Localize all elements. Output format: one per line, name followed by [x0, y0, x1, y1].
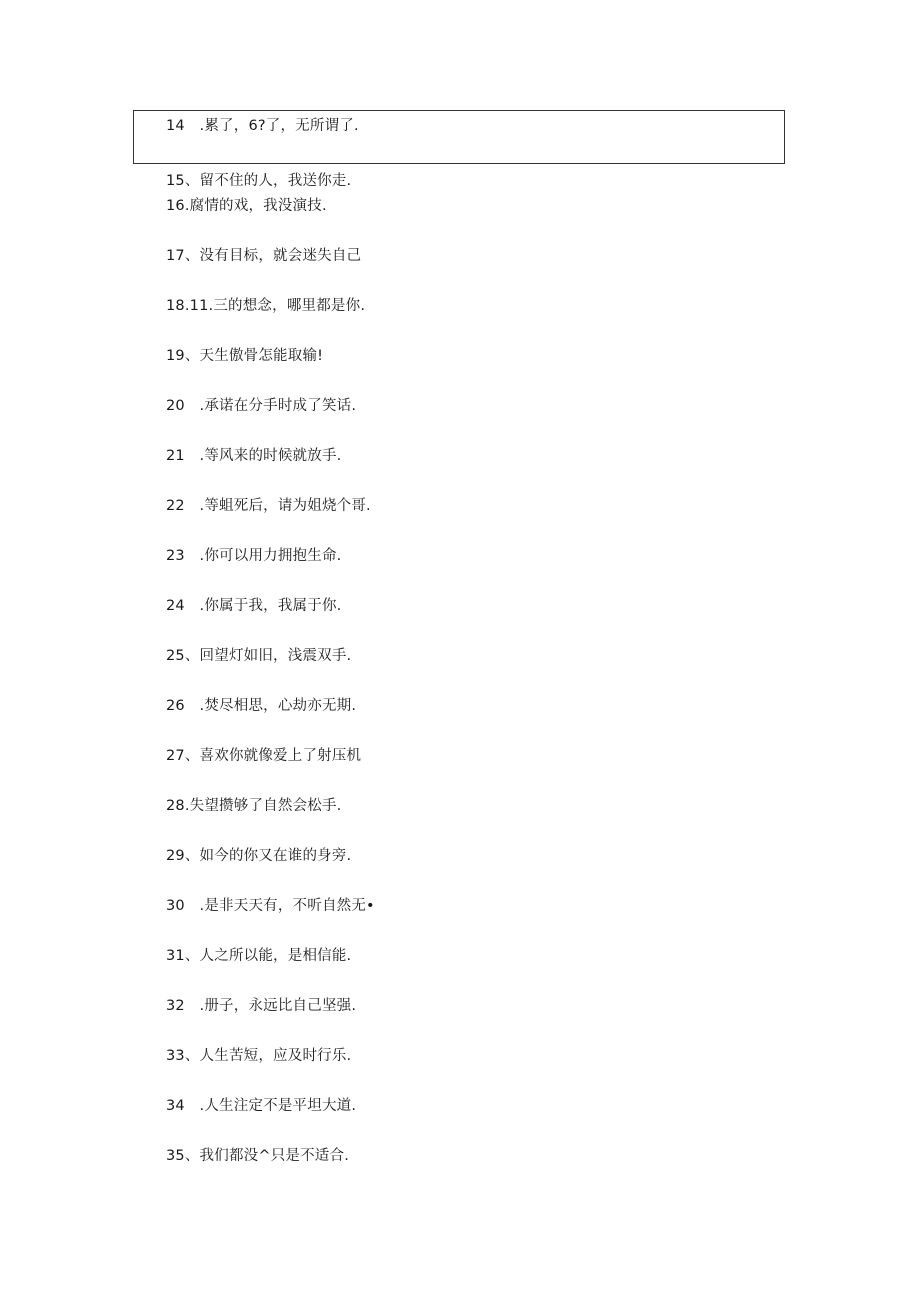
- list-item: 31、人之所以能，是相信能.: [166, 948, 352, 964]
- list-item: 16.腐情的戏，我没演技.: [166, 198, 327, 214]
- list-item: 24 .你属于我，我属于你.: [166, 598, 342, 614]
- list-item: 21 .等风来的时候就放手.: [166, 448, 342, 464]
- list-item: 28.失望攒够了自然会松手.: [166, 798, 342, 814]
- list-item: 18.11.三的想念，哪里都是你.: [166, 298, 366, 314]
- list-item: 35、我们都没^只是不适合.: [166, 1148, 350, 1164]
- list-item: 29、如今的你又在谁的身旁.: [166, 848, 352, 864]
- list-item: 27、喜欢你就像爱上了射压机: [166, 748, 362, 764]
- list-item: 23 .你可以用力拥抱生命.: [166, 548, 342, 564]
- list-item: 15、留不住的人，我送你走.: [166, 173, 352, 189]
- list-item: 32 .册子，永远比自己坚强.: [166, 998, 357, 1014]
- list-item: 17、没有目标，就会迷失自己: [166, 248, 362, 264]
- list-item: 20 .承诺在分手时成了笑话.: [166, 398, 357, 414]
- list-item: 22 .等蛆死后，请为姐烧个哥.: [166, 498, 371, 514]
- list-item: 25、回望灯如旧，浅震双手.: [166, 648, 352, 664]
- list-item: 33、人生苦短，应及时行乐.: [166, 1048, 352, 1064]
- list-item: 34 .人生注定不是平坦大道.: [166, 1098, 357, 1114]
- list-item: 26 .焚尽相思，心劫亦无期.: [166, 698, 357, 714]
- list-item: 14 .累了，6?了，无所谓了.: [166, 118, 359, 134]
- list-item: 30 .是非天天有，不听自然无•: [166, 898, 375, 914]
- list-item: 19、天生傲骨怎能取输!: [166, 348, 324, 364]
